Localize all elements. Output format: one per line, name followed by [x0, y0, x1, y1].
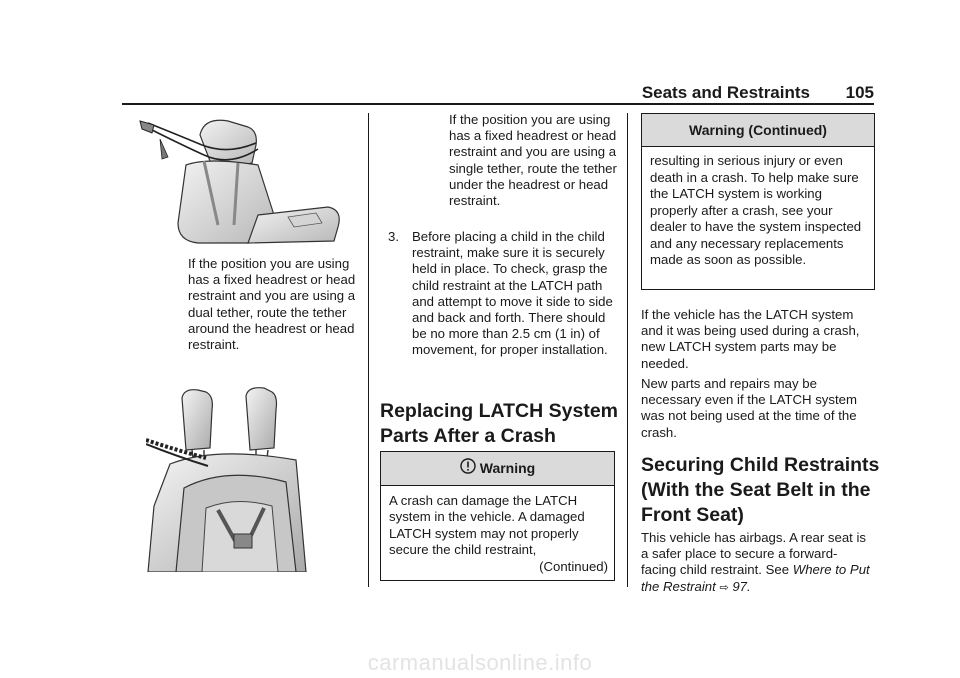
cross-reference-title: Where to Put the Restraint — [641, 562, 870, 594]
warning-header — [381, 452, 614, 486]
single-tether-instruction: If the position you are using has a fixed headrest or head restraint and you are using a single tether, route the tether under the headrest or head restraint. — [449, 112, 617, 209]
warning-continued-header: Warning (Continued) — [642, 114, 874, 147]
latch-replacement-paragraph: If the vehicle has the LATCH system and it was being used during a crash, new LATCH system parts may be needed. — [641, 307, 860, 371]
seat-dual-tether-illustration — [138, 115, 360, 245]
airbags-paragraph — [641, 530, 871, 596]
section-title: Seats and Restraints — [641, 83, 810, 102]
watermark: carmanualsonline.info — [367, 650, 593, 675]
cross-reference-page: 97. — [732, 578, 751, 594]
new-parts-paragraph: New parts and repairs may be necessary even if the LATCH system was not being used at the time of the crash. — [641, 376, 857, 440]
dual-tether-instruction: If the position you are using has a fixed headrest or head restraint and you are using a dual tether, route the tether around the headrest or head restraint. — [188, 256, 356, 353]
page-number: 105 — [845, 83, 874, 102]
column-divider-1 — [368, 113, 369, 587]
replacing-latch-heading — [380, 399, 620, 449]
warning-title: Warning — [479, 460, 536, 476]
warning-icon — [460, 453, 476, 486]
step-3 — [388, 229, 620, 359]
heading-line: Front Seat) — [641, 504, 744, 526]
heading-line: Securing Child Restraints — [641, 454, 880, 476]
child-restraint-seat-illustration — [146, 386, 360, 572]
warning-box — [380, 451, 615, 581]
warning-continued-box — [641, 113, 875, 290]
arrow-icon: ⇨ — [719, 581, 729, 594]
heading-line: Replacing LATCH System — [380, 400, 619, 422]
continued-label: (Continued) — [539, 558, 608, 574]
heading-line: (With the Seat Belt in the — [641, 479, 871, 501]
header-rule — [122, 103, 874, 105]
column-divider-2 — [627, 113, 628, 587]
warning-body: A crash can damage the LATCH system in the vehicle. A damaged LATCH system may not properly secure the child restraint, — [389, 493, 585, 558]
heading-line: Parts After a Crash — [380, 425, 556, 447]
warning-continued-body: resulting in serious injury or even death in a crash. To help make sure the LATCH system is working properly after a crash, see your dealer to have the system inspected and any necessary replacements made as soon as possible. — [650, 153, 862, 267]
step-3-number: 3. — [388, 229, 399, 244]
airbags-text: This vehicle has airbags. A rear seat is a safer place to secure a forward-facing child restraint. See — [641, 530, 867, 578]
securing-child-restraints-heading — [641, 453, 881, 528]
step-3-text: Before placing a child in the child restraint, make sure it is securely held in place. To check, grasp the child restraint at the LATCH path and attempt to move it side to side and back and forth. There should be no more than 2.5 cm (1 in) of movement, for proper installation. — [412, 229, 613, 358]
